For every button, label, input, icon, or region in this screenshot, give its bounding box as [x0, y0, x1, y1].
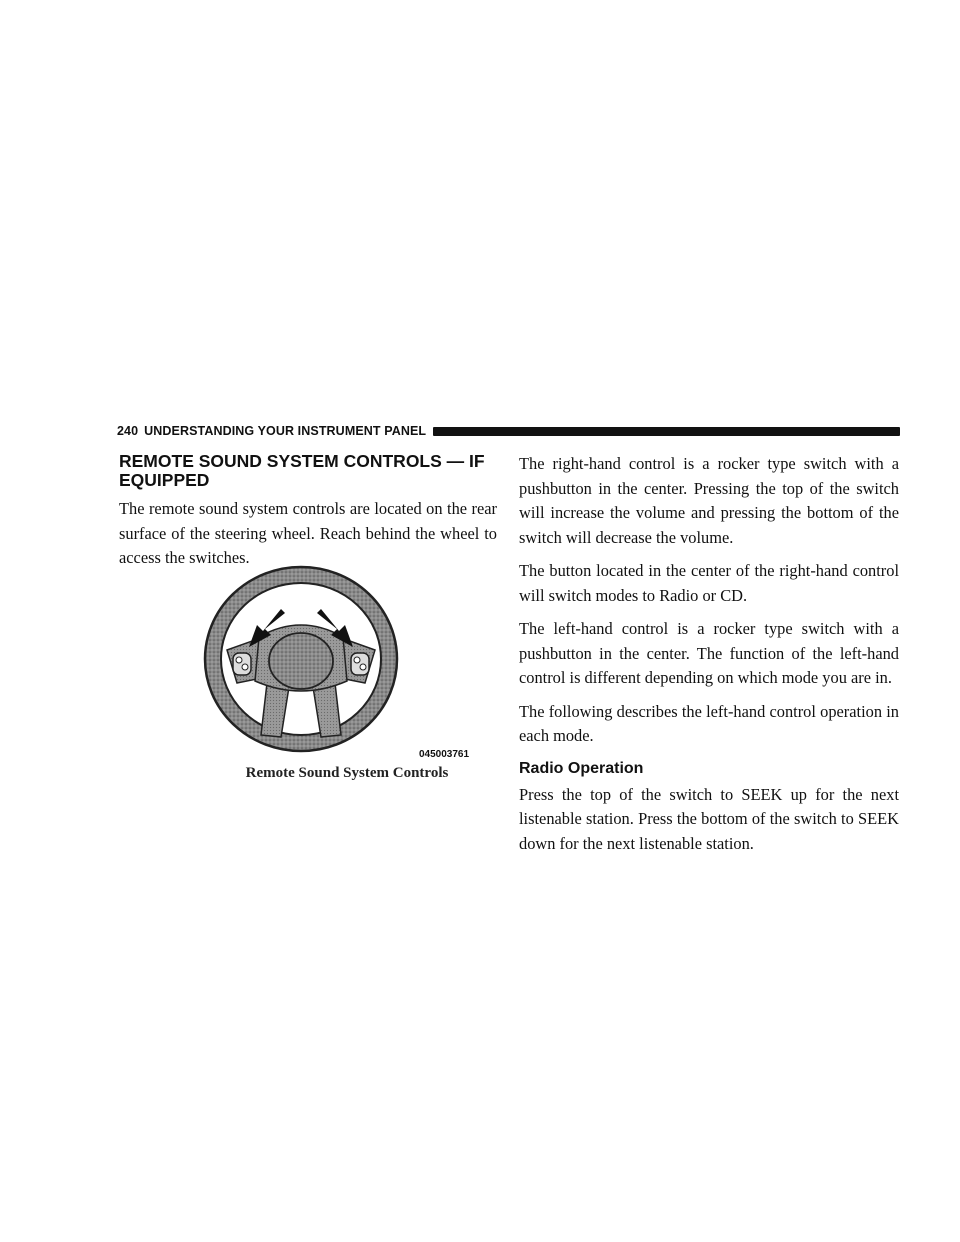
figure-caption: Remote Sound System Controls [245, 765, 449, 781]
header-rule [433, 427, 900, 436]
page-number: 240 [117, 424, 139, 438]
right-column [519, 452, 899, 865]
steering-wheel-figure [197, 555, 497, 785]
radio-operation-paragraph: Press the top of the switch to SEEK up for the next listenable station. Press the bottom of the switch to SEEK down for the next listenable station. [519, 784, 899, 853]
figure-id: 045003761 [419, 749, 470, 760]
paragraph-mode-intro: The following describes the left-hand control operation in each mode. [519, 701, 899, 745]
page-header [117, 421, 900, 441]
paragraph-right-hand-control: The right-hand control is a rocker type switch with a pushbutton in the center. Pressing the top of the switch will increase the volume and pressing the bottom of the switch will decrease the volume. [519, 454, 899, 547]
section-title: UNDERSTANDING YOUR INSTRUMENT PANEL [144, 424, 427, 438]
radio-operation-heading: Radio Operation [519, 759, 644, 777]
paragraph-center-button: The button located in the center of the right-hand control will switch modes to Radio or CD. [519, 561, 899, 605]
paragraph-left-hand-control: The left-hand control is a rocker type switch with a pushbutton in the center. The function of the left-hand control is different depending on which mode you are in. [519, 619, 899, 687]
section-heading: REMOTE SOUND SYSTEM CONTROLS — IF EQUIPPED [119, 451, 485, 490]
intro-paragraph: The remote sound system controls are located on the rear surface of the steering wheel. Reach behind the wheel to access the switches. [119, 499, 497, 567]
steering-wheel-illustration-icon [197, 555, 497, 765]
